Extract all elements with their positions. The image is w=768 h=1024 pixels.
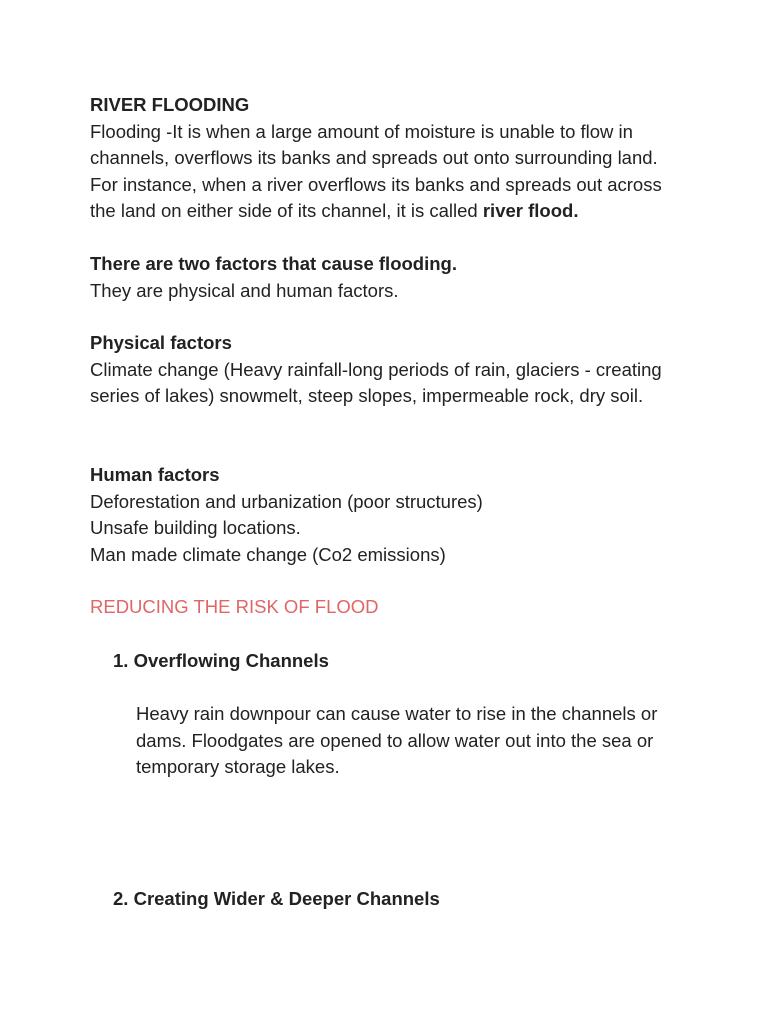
human-factor-line: Deforestation and urbanization (poor structures) <box>90 490 483 512</box>
factors-heading: There are two factors that cause flooding. <box>90 253 457 274</box>
reducing-risk-heading: REDUCING THE RISK OF FLOOD <box>90 596 379 617</box>
intro-paragraph <box>90 119 690 225</box>
list-item-body <box>136 701 676 781</box>
human-factors-section <box>90 462 690 568</box>
factors-text: They are physical and human factors. <box>90 279 399 301</box>
list-item <box>113 648 673 675</box>
list-item-title: Overflowing Channels <box>133 650 329 671</box>
intro-text: Flooding -It is when a large amount of moisture is unable to flow in channels, overflows its banks and spreads out onto surrounding land. For instance, when a river overflows its banks and spreads out across the land on either side of its channel, it is called <box>90 120 662 221</box>
physical-factors-section <box>90 330 690 410</box>
list-item-number: 2. <box>113 888 129 909</box>
list-item <box>113 886 673 913</box>
human-factor-line: Man made climate change (Co2 emissions) <box>90 543 446 565</box>
physical-factors-heading: Physical factors <box>90 332 232 353</box>
list-item-number: 1. <box>113 650 129 671</box>
human-factor-line: Unsafe building locations. <box>90 517 301 538</box>
intro-section <box>90 92 690 225</box>
human-factors-heading: Human factors <box>90 464 220 485</box>
reducing-risk-section <box>90 594 690 621</box>
physical-factors-text: Climate change (Heavy rainfall-long periods of rain, glaciers - creating series of lakes) snowmelt, steep slopes, impermeable rock, dry soil. <box>90 358 662 406</box>
intro-bold-term: river flood. <box>482 200 579 221</box>
list-item-text: Heavy rain downpour can cause water to rise in the channels or dams. Floodgates are opened to allow water out into the sea or temporary storage lakes. <box>136 703 658 777</box>
document-title: RIVER FLOODING <box>90 94 250 115</box>
factors-section <box>90 251 690 304</box>
list-item-title: Creating Wider & Deeper Channels <box>133 888 440 909</box>
